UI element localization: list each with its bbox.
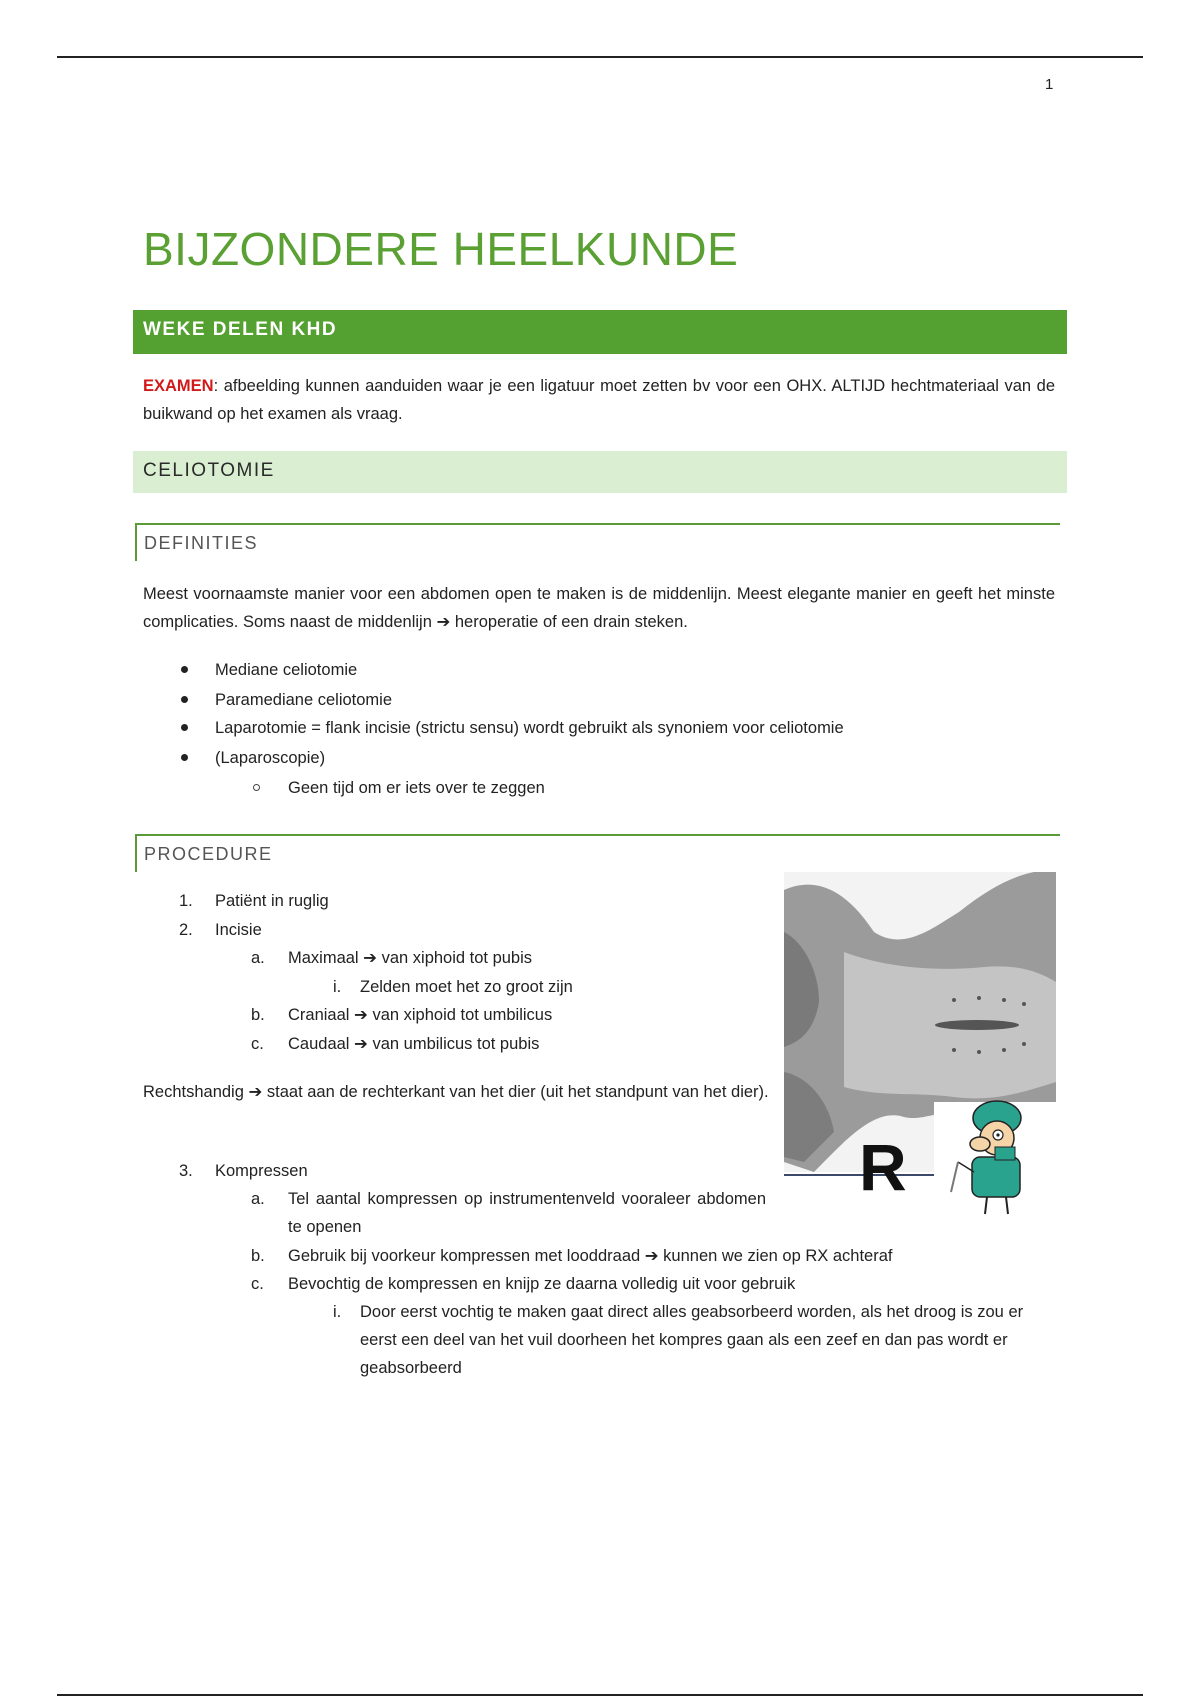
orientation-note: Rechtshandig ➔ staat aan de rechterkant van het dier (uit het standpunt van het dier). — [143, 1083, 769, 1101]
figure-label: R — [859, 1130, 907, 1204]
exam-note — [143, 372, 1055, 428]
step-number: 2. — [179, 921, 193, 939]
step-number: 1. — [179, 892, 193, 910]
definities-paragraph: Meest voornaamste manier voor een abdomen open te maken is de middenlijn. Meest elegante manier en geeft het minste complicaties. Soms naast de middenlijn ➔ heroperatie of een drain steken. — [143, 585, 1055, 631]
sub-sub-step-marker: i. — [333, 978, 342, 996]
sub-step-marker: b. — [251, 1006, 265, 1024]
list-item: Laparotomie = flank incisie (strictu sensu) wordt gebruikt als synoniem voor celiotomie — [215, 719, 844, 737]
sub-sub-step-text: Zelden moet het zo groot zijn — [360, 978, 573, 996]
sub-step-marker: b. — [251, 1247, 265, 1265]
subsection-heading: CELIOTOMIE — [133, 451, 1067, 493]
sub-step-marker: a. — [251, 1190, 265, 1208]
sub-step-marker: a. — [251, 949, 265, 967]
exam-label: EXAMEN — [143, 377, 214, 395]
bullet-icon — [181, 666, 188, 673]
top-rule — [57, 56, 1143, 58]
sub-step-marker: c. — [251, 1275, 264, 1293]
circle-bullet-icon — [253, 784, 260, 791]
sub-step-marker: c. — [251, 1035, 264, 1053]
sub-list-item: Geen tijd om er iets over te zeggen — [288, 779, 545, 797]
sub-sub-step-text: Door eerst vochtig te maken gaat direct alles geabsorbeerd worden, als het droog is zou er eerst een deel van het vuil doorheen het kompres gaan als een zeef en dan pas wordt er geabsorbeerd — [360, 1303, 1024, 1377]
step-text: Patiënt in ruglig — [215, 892, 329, 910]
section-heading: WEKE DELEN KHD — [133, 310, 1067, 354]
sub-step-text: Gebruik bij voorkeur kompressen met looddraad ➔ kunnen we zien op RX achteraf — [288, 1247, 893, 1265]
step-number: 3. — [179, 1162, 193, 1180]
document-title: BIJZONDERE HEELKUNDE — [143, 223, 739, 275]
step-text: Kompressen — [215, 1162, 308, 1180]
procedure-heading: PROCEDURE — [135, 834, 1060, 872]
list-item: (Laparoscopie) — [215, 749, 326, 767]
sub-step-text: Craniaal ➔ van xiphoid tot umbilicus — [288, 1006, 553, 1024]
sub-step-text: Bevochtig de kompressen en knijp ze daarna volledig uit voor gebruik — [288, 1275, 796, 1293]
bullet-icon — [181, 696, 188, 703]
dog-abdomen-drawing — [784, 872, 1056, 1218]
step-text: Incisie — [215, 921, 262, 939]
bottom-rule — [57, 1694, 1143, 1696]
celiotomy-illustration — [784, 872, 1056, 1218]
list-item: Mediane celiotomie — [215, 661, 358, 679]
bullet-icon — [181, 724, 188, 731]
exam-text: : afbeelding kunnen aanduiden waar je een ligatuur moet zetten bv voor een OHX. ALTIJD hechtmateriaal van de buikwand op het examen als vraag. — [143, 377, 1055, 423]
bullet-icon — [181, 754, 188, 761]
sub-step-text: Maximaal ➔ van xiphoid tot pubis — [288, 949, 533, 967]
list-item: Paramediane celiotomie — [215, 691, 393, 709]
sub-sub-step-marker: i. — [333, 1303, 342, 1321]
definities-heading: DEFINITIES — [135, 523, 1060, 561]
page-number: 1 — [1045, 76, 1054, 93]
sub-step-text: Tel aantal kompressen op instrumentenveld vooraleer abdomen te openen — [288, 1190, 766, 1236]
sub-step-text: Caudaal ➔ van umbilicus tot pubis — [288, 1035, 540, 1053]
